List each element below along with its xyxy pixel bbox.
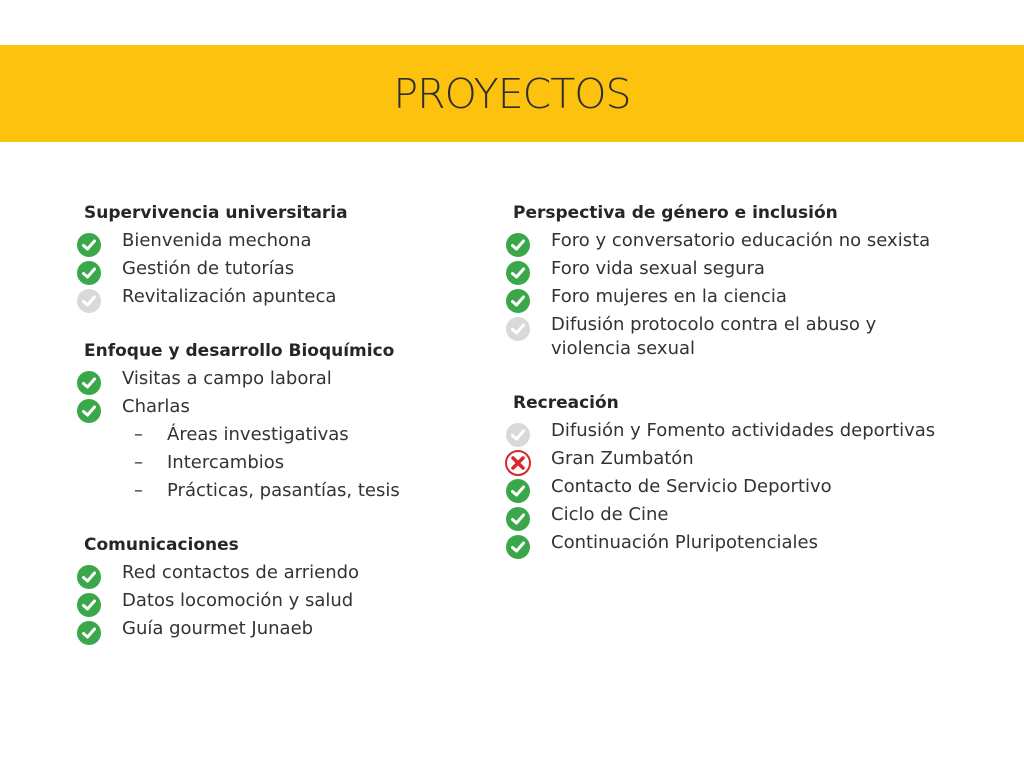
project-section: [84, 337, 514, 503]
check-icon: [505, 534, 531, 560]
project-subitem-label: Intercambios: [167, 452, 285, 473]
project-item-label: Charlas: [122, 396, 190, 417]
project-item: [84, 257, 514, 281]
project-item: [84, 285, 514, 309]
project-item: [84, 229, 514, 253]
project-item-label: Difusión protocolo contra el abuso y violencia sexual: [551, 314, 877, 359]
title-banner: [0, 45, 1024, 142]
project-item-label: Ciclo de Cine: [551, 504, 669, 525]
check-icon: [76, 260, 102, 286]
section-title: Enfoque y desarrollo Bioquímico: [84, 341, 395, 361]
section-title: Perspectiva de género e inclusión: [513, 203, 838, 223]
project-item-label: Continuación Pluripotenciales: [551, 532, 818, 553]
dash-bullet: –: [134, 452, 143, 473]
project-item: [513, 229, 943, 253]
project-section: [513, 389, 943, 555]
page-title: PROYECTOS: [393, 69, 631, 118]
project-item-label: Contacto de Servicio Deportivo: [551, 476, 832, 497]
cross-icon: [505, 450, 531, 476]
pending-check-icon: [505, 316, 531, 342]
project-item-label: Red contactos de arriendo: [122, 562, 360, 583]
section-title: Recreación: [513, 393, 619, 413]
project-subitem: [84, 479, 514, 503]
project-item: [513, 313, 943, 361]
project-item: [84, 561, 514, 585]
project-item: [84, 617, 514, 641]
project-subitem-label: Prácticas, pasantías, tesis: [167, 480, 400, 501]
check-icon: [505, 260, 531, 286]
project-section: [513, 199, 943, 361]
project-item: [84, 367, 514, 391]
project-item-label: Foro mujeres en la ciencia: [551, 286, 787, 307]
check-icon: [76, 398, 102, 424]
pending-check-icon: [76, 288, 102, 314]
project-item-label: Bienvenida mechona: [122, 230, 312, 251]
project-item: [84, 589, 514, 613]
left-column: [84, 199, 514, 669]
check-icon: [76, 232, 102, 258]
project-section: [84, 531, 514, 641]
project-item-label: Visitas a campo laboral: [122, 368, 332, 389]
project-item: [513, 503, 943, 527]
project-item: [513, 531, 943, 555]
dash-bullet: –: [134, 480, 143, 501]
check-icon: [76, 370, 102, 396]
project-subitem-label: Áreas investigativas: [167, 424, 349, 445]
project-item-label: Revitalización apunteca: [122, 286, 337, 307]
pending-check-icon: [505, 422, 531, 448]
check-icon: [505, 232, 531, 258]
project-item-label: Datos locomoción y salud: [122, 590, 354, 611]
project-item: [84, 395, 514, 419]
project-item: [513, 257, 943, 281]
project-section: [84, 199, 514, 309]
project-subitem: [84, 451, 514, 475]
check-icon: [505, 288, 531, 314]
right-column: [513, 199, 943, 583]
project-item: [513, 285, 943, 309]
check-icon: [76, 592, 102, 618]
check-icon: [76, 564, 102, 590]
project-item: [513, 447, 943, 471]
project-item-label: Gran Zumbatón: [551, 448, 694, 469]
project-subitem: [84, 423, 514, 447]
dash-bullet: –: [134, 424, 143, 445]
project-item-label: Gestión de tutorías: [122, 258, 295, 279]
project-item: [513, 475, 943, 499]
check-icon: [505, 478, 531, 504]
project-item: [513, 419, 943, 443]
check-icon: [76, 620, 102, 646]
project-item-label: Foro y conversatorio educación no sexista: [551, 230, 931, 251]
check-icon: [505, 506, 531, 532]
section-title: Supervivencia universitaria: [84, 203, 348, 223]
section-title: Comunicaciones: [84, 535, 239, 555]
project-item-label: Guía gourmet Junaeb: [122, 618, 314, 639]
project-item-label: Foro vida sexual segura: [551, 258, 765, 279]
project-item-label: Difusión y Fomento actividades deportivas: [551, 420, 936, 441]
